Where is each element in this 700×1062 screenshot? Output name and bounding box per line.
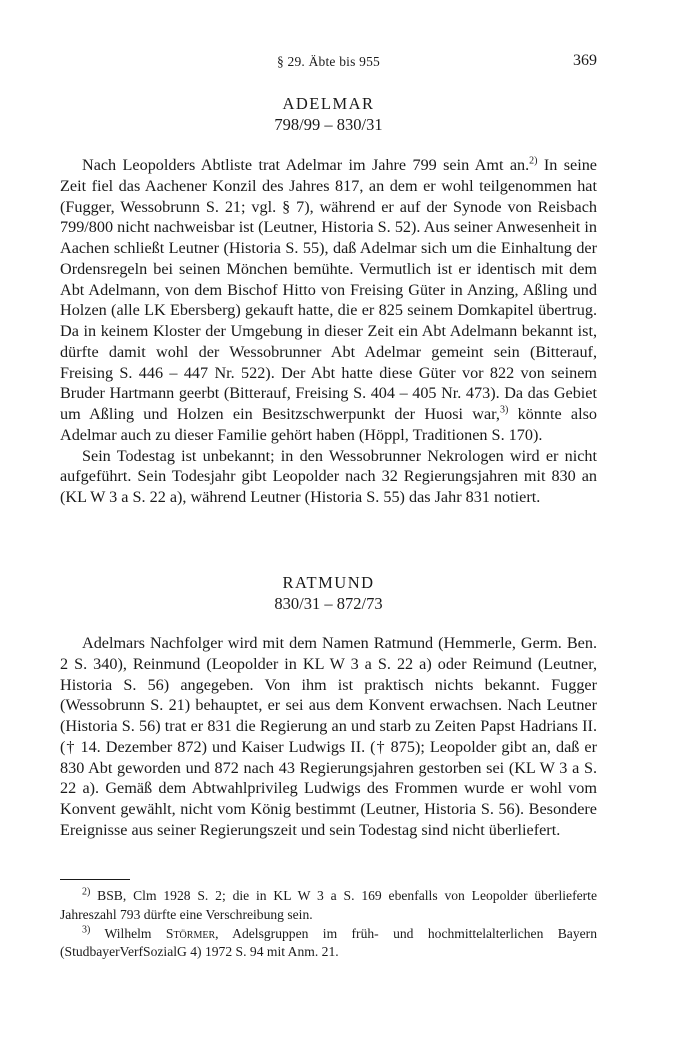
footnote-divider bbox=[60, 879, 130, 880]
footnote-text: , Adelsgruppen im früh- und hochmittelalterlichen Bayern (StudbayerVerfSozialG 4) 1972 S. 94 mit Anm. 21. bbox=[60, 925, 597, 960]
section-body-adelmar bbox=[60, 155, 597, 508]
footnote bbox=[60, 925, 597, 963]
paragraph-text: könnte also Adelmar auch zu dieser Familie gehört haben (Höppl, Traditionen S. 170). bbox=[60, 405, 597, 444]
page-number: 369 bbox=[573, 52, 597, 69]
footnote-text: Wilhelm bbox=[90, 925, 166, 941]
paragraph-text: In seine Zeit fiel das Aachener Konzil des Jahres 817, an dem er wohl teilgenommen hat (Fugger, Wessobrunn S. 21; vgl. § 7), während er auf der Synode von Reisbach 799/800 nicht nachweisbar ist (Leutner, Historia S. 52). Aus seiner Anwesenheit in Aachen schließt Leutner (Historia S. 55), daß Adelmar sich um die Einhaltung der Ordensregeln bei seinen Mönchen bemühte. Vermutlich ist er identisch mit dem Abt Adelmann, von dem Bischof Hitto von Freising Güter in Anzing, Aßling und Holzen (alle LK Ebersberg) gekauft hatte, die er 825 seinem Domkapitel übertrug. Da in keinem Kloster der Umgebung in dieser Zeit ein Abt Adelmann bekannt ist, dürfte damit wohl der Wessobrunner Abt Adelmar gemeint sein (Bitterauf, Freising S. 446 – 447 Nr. 522). Der Abt hatte diese Güter vor 822 von seinem Bruder Hartmann geerbt (Bitterauf, Freising S. 404 – 405 Nr. 473). Da das Gebiet um Aßling und Holzen ein Besitzschwerpunkt der Huosi war, bbox=[60, 156, 597, 423]
footnote-ref: 2) bbox=[529, 155, 538, 167]
footnote-mark: 2) bbox=[82, 886, 91, 898]
footnote bbox=[60, 887, 597, 925]
section-name: ADELMAR bbox=[282, 94, 375, 113]
footnote-author: Störmer bbox=[165, 925, 216, 941]
document-page bbox=[60, 0, 597, 1062]
section-body-ratmund bbox=[60, 633, 597, 841]
paragraph bbox=[60, 633, 597, 841]
section-dates: 798/99 – 830/31 bbox=[274, 115, 383, 134]
running-head bbox=[60, 52, 597, 72]
paragraph-text: Sein Todestag ist unbekannt; in den Wessobrunner Nekrologen wird er nicht aufgeführt. Sein Todesjahr gibt Leopolder nach 32 Regierungsjahren mit 830 an (KL W 3 a S. 22 a), während Leutner (Historia S. 55) das Jahr 831 notiert. bbox=[60, 446, 597, 506]
section-heading-adelmar bbox=[60, 93, 597, 135]
paragraph bbox=[60, 446, 597, 508]
paragraph bbox=[60, 155, 597, 446]
paragraph-text: Nach Leopolders Abtliste trat Adelmar im Jahre 799 sein Amt an. bbox=[82, 156, 530, 174]
footnote-text: BSB, Clm 1928 S. 2; die in KL W 3 a S. 169 ebenfalls von Leopolder überlieferte Jahreszahl 793 dürfte eine Verschreibung sein. bbox=[60, 888, 597, 922]
paragraph-text: Adelmars Nachfolger wird mit dem Namen Ratmund (Hemmerle, Germ. Ben. 2 S. 340), Reinmund (Leopolder in KL W 3 a S. 22 a) oder Reimund (Leutner, Historia S. 56) angegeben. Von ihm ist praktisch nichts bekannt. Fugger (Wessobrunn S. 21) behauptet, er sei aus dem Konvent erwachsen. Nach Leutner (Historia S. 56) trat er 831 die Regierung an und starb zu Zeiten Papst Hadrians II. († 14. Dezember 872) und Kaiser Ludwigs II. († 875); Leopolder gibt an, daß er 830 Abt geworden und 872 nach 43 Regierungsjahren gestorben sei (KL W 3 a S. 22 a). Gemäß dem Abtwahlprivileg Ludwigs des Frommen wurde er wohl vom Konvent gewählt, nicht vom König bestimmt (Leutner, Historia S. 56). Besondere Ereignisse aus seiner Regierungszeit und sein Todestag sind nicht überliefert. bbox=[60, 634, 597, 839]
section-dates: 830/31 – 872/73 bbox=[274, 594, 383, 613]
footnote-ref: 3) bbox=[499, 404, 509, 416]
running-title: § 29. Äbte bis 955 bbox=[277, 54, 380, 69]
footnote-mark: 3) bbox=[82, 924, 91, 936]
section-name: RATMUND bbox=[282, 573, 375, 592]
footnotes bbox=[60, 887, 597, 962]
section-heading-ratmund bbox=[60, 572, 597, 614]
